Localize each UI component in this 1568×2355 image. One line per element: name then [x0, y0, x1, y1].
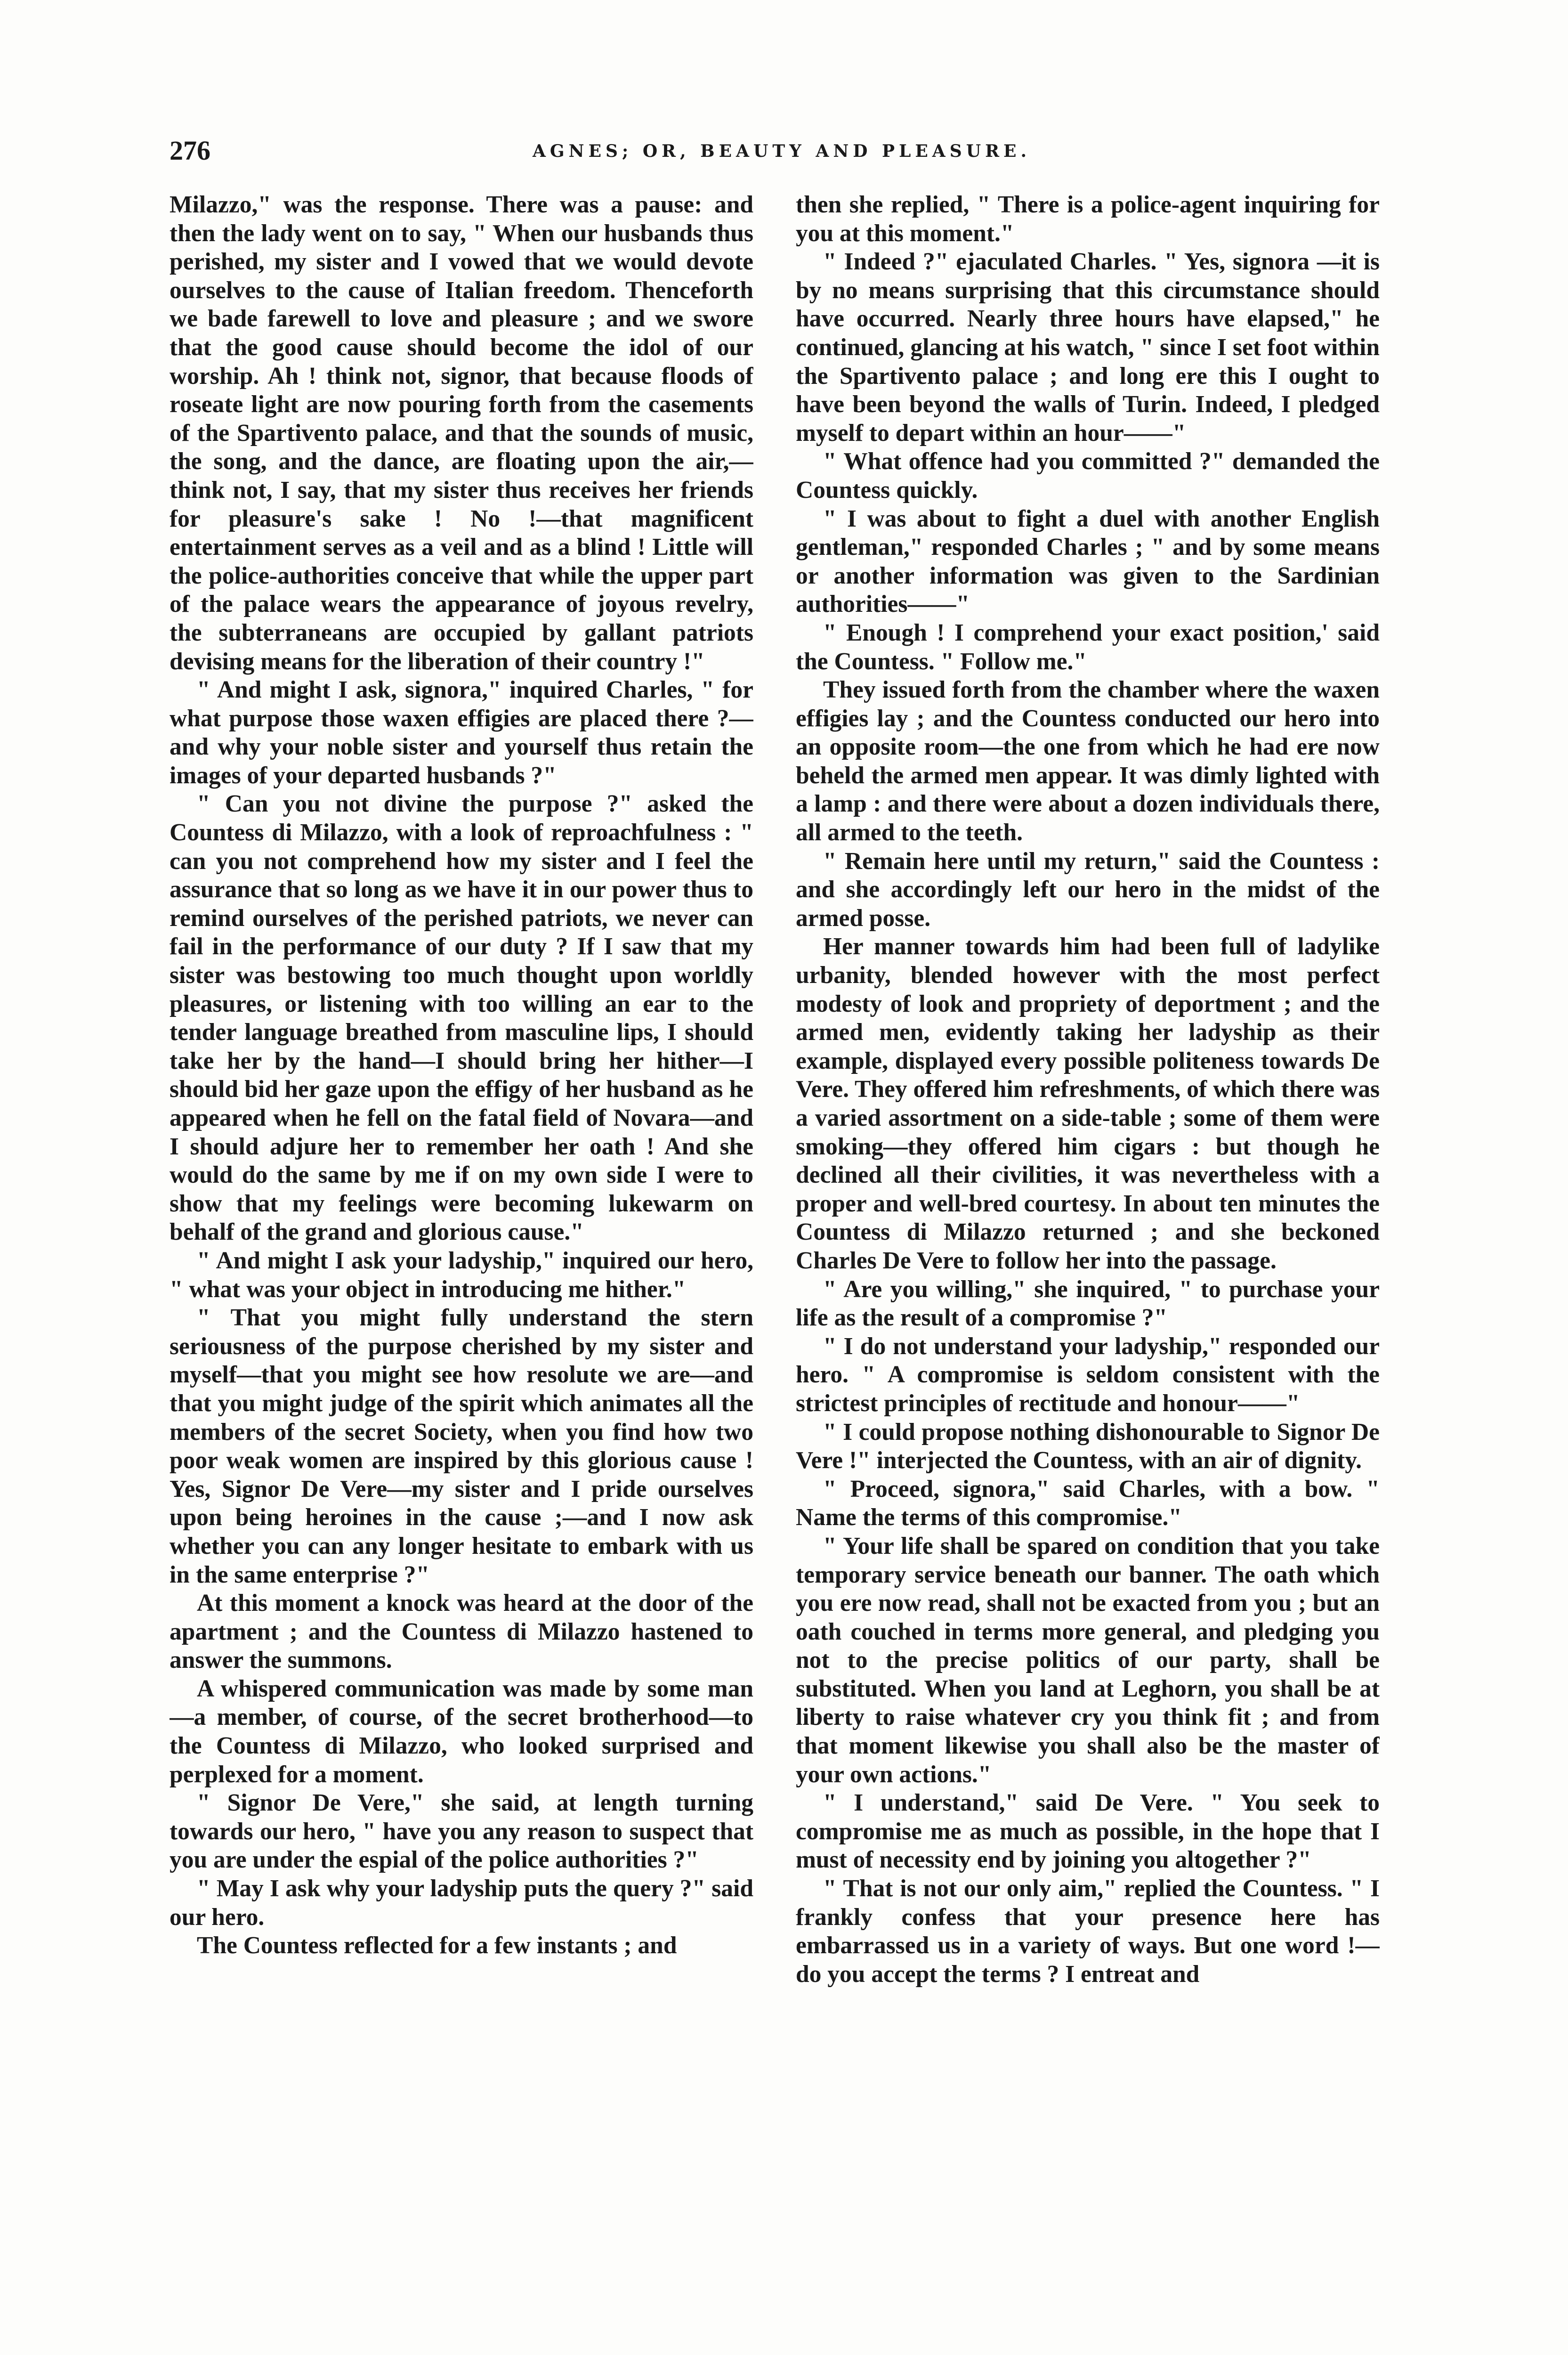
- paragraph: They issued forth from the chamber where the waxen effigies lay ; and the Countess conducted our hero into an opposite room—the one from which he had ere now beheld the armed men appear. It was dimly lighted with a lamp : and there were about a dozen individuals there, all armed to the teeth.: [796, 676, 1380, 846]
- paragraph: " That is not our only aim," replied the Countess. " I frankly confess that your presence here has embarrassed us in a variety of ways. But one word !—do you accept the terms ? I entreat and: [796, 1875, 1380, 1988]
- paragraph: " Remain here until my return," said the Countess : and she accordingly left our hero in the midst of the armed posse.: [796, 847, 1380, 932]
- paragraph: The Countess reflected for a few instants ; and: [197, 1932, 677, 1959]
- paragraph: " May I ask why your ladyship puts the query ?" said our hero.: [170, 1875, 753, 1931]
- paragraph: At this moment a knock was heard at the door of the apartment ; and the Countess di Milazzo hastened to answer the summons.: [170, 1590, 753, 1674]
- page-number: 276: [170, 135, 210, 166]
- paragraph: " I could propose nothing dishonourable to Signor De Vere !" interjected the Countess, with an air of dignity.: [796, 1418, 1380, 1474]
- paragraph: " That you might fully understand the stern seriousness of the purpose cherished by my sister and myself—that you might see how resolute we are—and that you might judge of the spirit which animates all the members of the secret Society, when you find how two poor weak women are inspired by this glorious cause ! Yes, Signor De Vere—my sister and I pride ourselves upon being heroines in the cause ;—and I now ask whether you can any longer hesitate to embark with us in the same enterprise ?": [170, 1304, 753, 1588]
- paragraph: " What offence had you committed ?" demanded the Countess quickly.: [796, 448, 1380, 503]
- page-header: [170, 135, 1394, 172]
- paragraph: Her manner towards him had been full of ladylike urbanity, blended however with the most perfect modesty of look and propriety of deportment ; and the armed men, evidently taking her ladyship as their example, displayed every possible politeness towards De Vere. They offered him refreshments, of which there was a varied assortment on a side-table ; some of them were smoking—they offered him cigars : but though he declined all their civilities, it was nevertheless with a proper and well-bred courtesy. In about ten minutes the Countess di Milazzo returned ; and she beckoned Charles De Vere to follow her into the passage.: [796, 933, 1380, 1274]
- paragraph: " I was about to fight a duel with another English gentleman," responded Charles ; " and by some means or another information was given to the Sardinian authorities——": [796, 505, 1380, 618]
- paragraph: " Are you willing," she inquired, " to purchase your life as the result of a compromise ?": [796, 1275, 1380, 1332]
- paragraph: " Proceed, signora," said Charles, with a bow. " Name the terms of this compromise.": [796, 1475, 1380, 1531]
- paragraph: " Can you not divine the purpose ?" asked the Countess di Milazzo, with a look of reproachfulness : " can you not comprehend how my sister and I feel the assurance that so long as we have it in our power thus to remind ourselves of the perished patriots, we never can fail in the performance of our duty ? If I saw that my sister was bestowing too much thought upon worldly pleasures, or listening with too willing an ear to the tender language breathed from masculine lips, I should take her by the hand—I should bring her hither—I should bid her gaze upon the effigy of her husband as he appeared when he fell on the fatal field of Novara—and I should adjure her to remember her oath ! And she would do the same by me if on my own side I were to show that my feelings were becoming lukewarm on behalf of the grand and glorious cause.": [170, 790, 753, 1246]
- running-title: AGNES; OR, BEAUTY AND PLEASURE.: [532, 141, 1031, 161]
- paragraph: " I do not understand your ladyship," responded our hero. " A compromise is seldom consistent with the strictest principles of rectitude and honour——": [796, 1332, 1380, 1417]
- right-column: [796, 191, 1380, 2254]
- paragraph: Milazzo," was the response. There was a pause: and then the lady went on to say, " When our husbands thus perished, my sister and I vowed that we would devote ourselves to the cause of Italian freedom. Thenceforth we bade farewell to love and pleasure ; and we swore that the good cause should become the idol of our worship. Ah ! think not, signor, that because floods of roseate light are now pouring forth from the casements of the Spartivento palace, and that the sounds of music, the song, and the dance, are floating upon the air,—think not, I say, that my sister thus receives her friends for pleasure's sake ! No !—that magnificent entertainment serves as a veil and as a blind ! Little will the police-authorities conceive that while the upper part of the palace wears the appearance of joyous revelry, the subterraneans are occupied by gallant patriots devising means for the liberation of their country !": [170, 191, 753, 675]
- paragraph: " And might I ask your ladyship," inquired our hero, " what was your object in introducing me hither.": [170, 1247, 753, 1303]
- paragraph: then she replied, " There is a police-agent inquiring for you at this moment.": [796, 191, 1380, 247]
- paragraph: " Signor De Vere," she said, at length turning towards our hero, " have you any reason to suspect that you are under the espial of the police authorities ?": [170, 1789, 753, 1874]
- paragraph: " Indeed ?" ejaculated Charles. " Yes, signora —it is by no means surprising that this circumstance should have occurred. Nearly three hours have elapsed," he continued, glancing at his watch, " since I set foot within the Spartivento palace ; and long ere this I ought to have been beyond the walls of Turin. Indeed, I pledged myself to depart within an hour——": [796, 248, 1380, 447]
- paragraph: A whispered communication was made by some man—a member, of course, of the secret brotherhood—to the Countess di Milazzo, who looked surprised and perplexed for a moment.: [170, 1675, 753, 1788]
- paragraph: " I understand," said De Vere. " You seek to compromise me as much as possible, in the hope that I must of necessity end by joining you altogether ?": [796, 1789, 1380, 1874]
- left-column: [170, 191, 753, 2254]
- paragraph: " Enough ! I comprehend your exact position,' said the Countess. " Follow me.": [796, 619, 1380, 675]
- paragraph: " Your life shall be spared on condition that you take temporary service beneath our banner. The oath which you ere now read, shall not be exacted from you ; but an oath couched in terms more general, and pledging you not to the precise politics of our party, shall be substituted. When you land at Leghorn, you shall be at liberty to raise whatever cry you think fit ; and from that moment likewise you shall also be the master of your own actions.": [796, 1532, 1380, 1788]
- paragraph: " And might I ask, signora," inquired Charles, " for what purpose those waxen effigies are placed there ?—and why your noble sister and yourself thus retain the images of your departed husbands ?": [170, 676, 753, 789]
